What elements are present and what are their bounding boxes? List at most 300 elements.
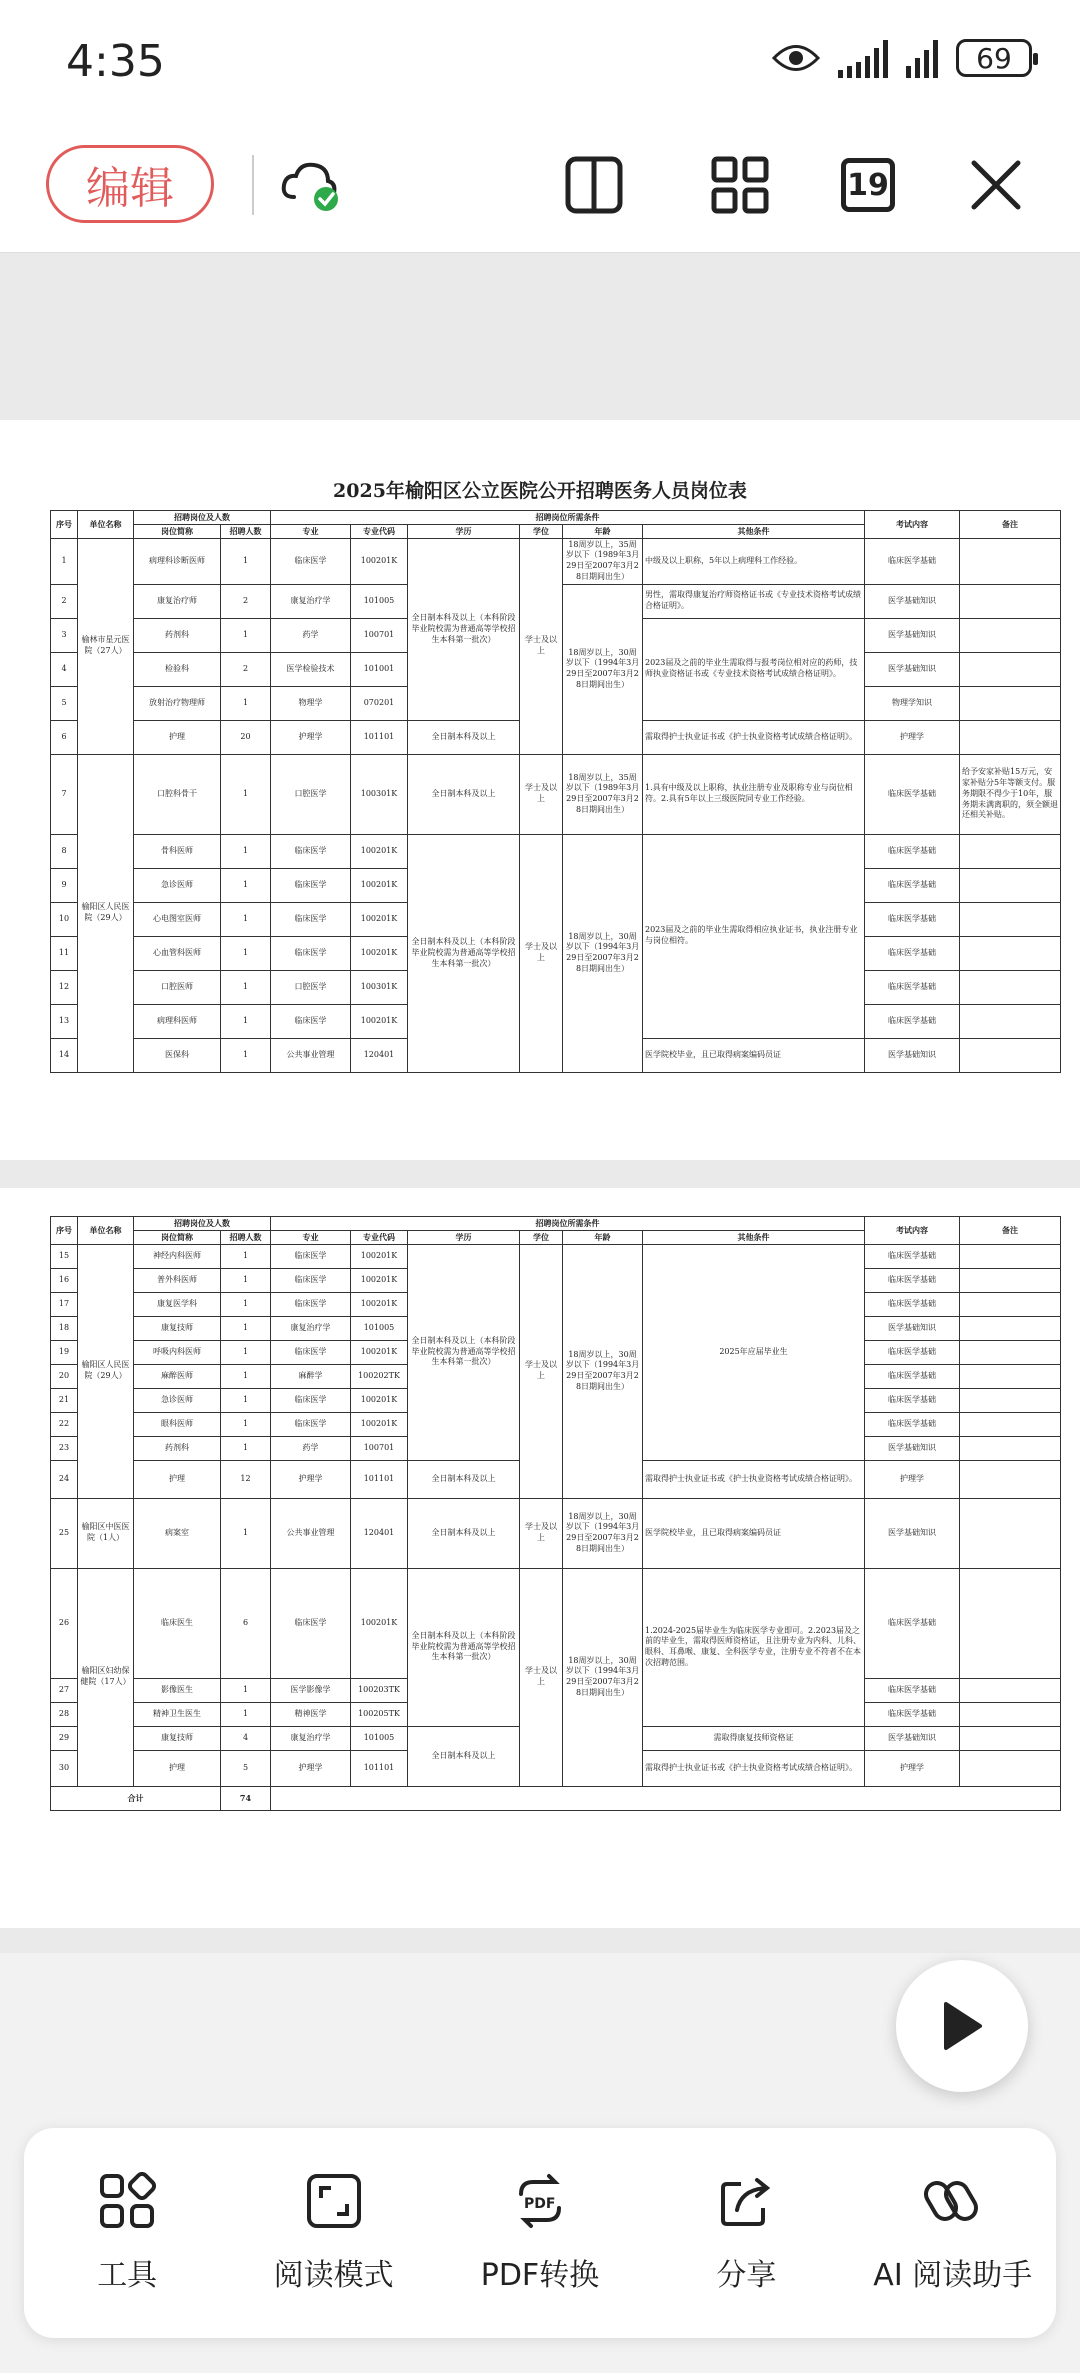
table-cell: 全日制本科及以上 [408, 1726, 520, 1786]
table-cell: 28 [51, 1702, 78, 1726]
table-row [51, 1244, 1061, 1268]
header-cell: 考试内容 [865, 1217, 960, 1245]
table-cell: 1 [221, 686, 271, 720]
pdf-convert-label: PDF转换 [480, 2258, 600, 2293]
toolbar-divider [252, 155, 254, 215]
table-cell: 1 [221, 834, 271, 868]
table-cell: 24 [51, 1460, 78, 1498]
table-cell: 护理学 [271, 720, 351, 754]
table-cell: 医学基础知识 [865, 652, 960, 686]
table-cell: 康复技师 [134, 1726, 221, 1750]
table-cell: 1 [221, 970, 271, 1004]
table-cell: 临床医学 [271, 936, 351, 970]
pdf-convert-button[interactable] [445, 2172, 635, 2294]
table-cell: 100201K [351, 1388, 408, 1412]
table-cell: 7 [51, 754, 78, 834]
table-cell: 2 [221, 584, 271, 618]
positions-table-page-2 [50, 1216, 1061, 1811]
table-cell [960, 1436, 1061, 1460]
table-cell: 病案室 [134, 1498, 221, 1568]
table-cell: 康复治疗学 [271, 1726, 351, 1750]
table-cell: 21 [51, 1388, 78, 1412]
header-cell: 考试内容 [865, 511, 960, 539]
table-cell: 公共事业管理 [271, 1038, 351, 1072]
table-cell: 药剂科 [134, 1436, 221, 1460]
header-cell: 专业代码 [351, 1230, 408, 1244]
table-cell: 学士及以上 [520, 1244, 563, 1498]
table-cell [960, 1268, 1061, 1292]
table-cell: 18周岁以上，30周岁以下（1994年3月29日至2007年3月28日期间出生） [563, 834, 643, 1072]
table-cell: 学士及以上 [520, 834, 563, 1072]
header-cell: 专业 [271, 1230, 351, 1244]
table-cell: 2 [221, 652, 271, 686]
table-cell [960, 902, 1061, 936]
table-cell: 101005 [351, 584, 408, 618]
table-cell: 11 [51, 936, 78, 970]
table-cell: 医学院校毕业，且已取得病案编码员证 [643, 1498, 865, 1568]
table-cell: 病理科医师 [134, 1004, 221, 1038]
table-cell: 临床医学 [271, 902, 351, 936]
header-cell: 备注 [960, 511, 1061, 539]
table-cell [960, 720, 1061, 754]
table-cell: 学士及以上 [520, 538, 563, 754]
table-cell [960, 1702, 1061, 1726]
table-cell [960, 1412, 1061, 1436]
document-page-1 [0, 420, 1080, 1160]
table-cell: 全日制本科及以上 [408, 1498, 520, 1568]
table-cell: 中级及以上职称，5年以上病理科工作经验。 [643, 538, 865, 584]
table-cell: 全日制本科及以上（本科阶段毕业院校需为普通高等学校招生本科第一批次） [408, 834, 520, 1072]
battery-icon: 69 [956, 39, 1032, 77]
table-cell: 临床医学 [271, 1268, 351, 1292]
table-cell: 眼科医师 [134, 1412, 221, 1436]
table-cell: 100201K [351, 1568, 408, 1678]
table-cell: 康复治疗学 [271, 584, 351, 618]
table-cell: 需取得护士执业证书或《护士执业资格考试成绩合格证明》。 [643, 1460, 865, 1498]
table-cell: 临床医生 [134, 1568, 221, 1678]
table-cell: 6 [51, 720, 78, 754]
header-cell: 招聘岗位所需条件 [271, 1217, 865, 1231]
share-button[interactable] [651, 2172, 841, 2294]
table-cell: 1.2024-2025届毕业生为临床医学专业即可。2.2023届及之前的毕业生，需取得医师资格证，且注册专业为内科、儿科、眼科、耳鼻喉、康复、全科医学专业，注册专业不符者不在本次招聘范围。 [643, 1568, 865, 1726]
table-cell: 临床医学基础 [865, 1268, 960, 1292]
table-cell: 药剂科 [134, 618, 221, 652]
table-cell: 100201K [351, 538, 408, 584]
table-cell: 1 [221, 1388, 271, 1412]
table-cell: 27 [51, 1678, 78, 1702]
svg-text:PDF: PDF [523, 2196, 556, 2212]
header-cell: 单位名称 [78, 1217, 134, 1245]
table-cell: 口腔医师 [134, 970, 221, 1004]
table-cell: 29 [51, 1726, 78, 1750]
table-cell: 9 [51, 868, 78, 902]
table-cell: 临床医学基础 [865, 1340, 960, 1364]
page-count-button[interactable] [836, 153, 900, 217]
table-cell: 临床医学基础 [865, 1364, 960, 1388]
table-cell: 全日制本科及以上 [408, 1460, 520, 1498]
table-cell [960, 1498, 1061, 1568]
table-cell: 12 [221, 1460, 271, 1498]
table-cell: 120401 [351, 1038, 408, 1072]
table-cell: 100201K [351, 1412, 408, 1436]
table-cell: 18周岁以上，35周岁以下（1989年3月29日至2007年3月28日期间出生） [563, 538, 643, 584]
table-cell: 护理 [134, 1750, 221, 1786]
table-cell: 给予安家补贴15万元，安家补贴分5年等额支付。服务期限不得少于10年，服务期未满离职的，须全额退还相关补贴。 [960, 754, 1061, 834]
table-cell: 学士及以上 [520, 1498, 563, 1568]
table-cell: 22 [51, 1412, 78, 1436]
table-cell: 临床医学基础 [865, 754, 960, 834]
table-cell: 临床医学 [271, 868, 351, 902]
table-cell: 需取得护士执业证书或《护士执业资格考试成绩合格证明》。 [643, 1750, 865, 1786]
table-cell: 100201K [351, 1244, 408, 1268]
table-cell: 101101 [351, 1750, 408, 1786]
table-cell: 医学院校毕业，且已取得病案编码员证 [643, 1038, 865, 1072]
table-cell: 18周岁以上，30周岁以下（1994年3月29日至2007年3月28日期间出生） [563, 584, 643, 754]
table-cell: 17 [51, 1292, 78, 1316]
table-cell: 1 [221, 1268, 271, 1292]
table-cell [960, 1004, 1061, 1038]
table-cell: 10 [51, 902, 78, 936]
tools-button[interactable] [32, 2172, 222, 2294]
table-cell: 麻醉学 [271, 1364, 351, 1388]
table-cell: 榆阳区妇幼保健院（17人） [78, 1568, 134, 1786]
share-icon [717, 2172, 775, 2230]
table-cell: 口腔医学 [271, 754, 351, 834]
signal-2-icon [906, 38, 938, 78]
table-cell: 全日制本科及以上（本科阶段毕业院校需为普通高等学校招生本科第一批次） [408, 1568, 520, 1726]
table-cell: 医学基础知识 [865, 1498, 960, 1568]
table-row [51, 1568, 1061, 1678]
table-cell: 1 [221, 538, 271, 584]
document-page-2 [0, 1188, 1080, 1928]
table-cell [960, 1364, 1061, 1388]
header-cell: 专业代码 [351, 524, 408, 538]
table-cell: 1 [221, 1498, 271, 1568]
table-cell [960, 1244, 1061, 1268]
table-cell [960, 868, 1061, 902]
table-cell: 全日制本科及以上（本科阶段毕业院校需为普通高等学校招生本科第一批次） [408, 1244, 520, 1460]
signal-1-icon [838, 38, 888, 78]
table-cell: 临床医学基础 [865, 1388, 960, 1412]
table-cell [960, 936, 1061, 970]
table-cell [960, 834, 1061, 868]
table-cell: 100301K [351, 754, 408, 834]
header-cell: 其他条件 [643, 1230, 865, 1244]
table-cell: 100301K [351, 970, 408, 1004]
table-cell: 普外科医师 [134, 1268, 221, 1292]
table-cell: 1 [221, 1038, 271, 1072]
table-cell: 医学基础知识 [865, 618, 960, 652]
table-cell: 101005 [351, 1316, 408, 1340]
ai-assistant-label: AI 阅读助手 [873, 2258, 1033, 2293]
header-cell: 学位 [520, 524, 563, 538]
status-bar [0, 0, 1080, 125]
table-cell: 临床医学基础 [865, 1244, 960, 1268]
table-cell: 19 [51, 1340, 78, 1364]
header-cell: 岗位简称 [134, 524, 221, 538]
table-cell: 2 [51, 584, 78, 618]
pdf-convert-icon [511, 2172, 569, 2230]
table-cell: 榆阳区人民医院（29人） [78, 1244, 134, 1498]
table-cell: 4 [51, 652, 78, 686]
table-cell: 临床医学基础 [865, 1678, 960, 1702]
table-cell: 18周岁以上，30周岁以下（1994年3月29日至2007年3月28日期间出生） [563, 1568, 643, 1786]
table-cell: 医学基础知识 [865, 1038, 960, 1072]
header-cell: 招聘人数 [221, 1230, 271, 1244]
table-cell: 1 [221, 1702, 271, 1726]
table-cell: 临床医学基础 [865, 1004, 960, 1038]
table-cell: 1 [221, 1316, 271, 1340]
table-cell: 2023届及之前的毕业生需取得相应执业证书，执业注册专业与岗位相符。 [643, 834, 865, 1038]
tools-label: 工具 [97, 2258, 158, 2293]
table-cell: 20 [51, 1364, 78, 1388]
table-cell: 18周岁以上，35周岁以下（1989年3月29日至2007年3月28日期间出生） [563, 754, 643, 834]
table-cell: 12 [51, 970, 78, 1004]
table-cell: 护理 [134, 1460, 221, 1498]
table-row [51, 754, 1061, 834]
reading-mode-button[interactable] [239, 2172, 429, 2294]
table-cell: 临床医学基础 [865, 1412, 960, 1436]
table-cell: 100701 [351, 1436, 408, 1460]
header-cell: 其他条件 [643, 524, 865, 538]
table-cell: 临床医学 [271, 1340, 351, 1364]
table-cell: 5 [51, 686, 78, 720]
table-cell: 14 [51, 1038, 78, 1072]
table-row [51, 1498, 1061, 1568]
table-cell: 30 [51, 1750, 78, 1786]
table-cell: 临床医学 [271, 1388, 351, 1412]
table-cell: 护理学 [865, 1750, 960, 1786]
eye-icon [772, 43, 820, 73]
table-cell: 康复治疗师 [134, 584, 221, 618]
table-cell [960, 652, 1061, 686]
table-cell: 急诊医师 [134, 1388, 221, 1412]
table-cell: 麻醉医师 [134, 1364, 221, 1388]
table-cell: 100201K [351, 1268, 408, 1292]
table-cell: 18周岁以上，30周岁以下（1994年3月29日至2007年3月28日期间出生） [563, 1244, 643, 1498]
table-cell: 临床医学 [271, 1292, 351, 1316]
table-cell [271, 1786, 1061, 1810]
table-cell: 101101 [351, 720, 408, 754]
table-cell [960, 1750, 1061, 1786]
table-cell: 榆林市星元医院（27人） [78, 538, 134, 754]
table-cell: 1 [221, 1678, 271, 1702]
play-button[interactable] [896, 1960, 1028, 2092]
clock: 4:35 [66, 36, 165, 87]
table-cell: 全日制本科及以上 [408, 720, 520, 754]
table-cell [960, 1726, 1061, 1750]
table-cell: 1 [221, 868, 271, 902]
table-cell: 榆阳区人民医院（29人） [78, 754, 134, 1072]
table-cell: 需取得康复技师资格证 [643, 1726, 865, 1750]
header-cell: 招聘岗位及人数 [134, 1217, 271, 1231]
table-cell: 学士及以上 [520, 1568, 563, 1786]
table-cell: 1.具有中级及以上职称，执业注册专业及职称专业与岗位相符。2.具有5年以上三级医院同专业工作经验。 [643, 754, 865, 834]
table-cell: 医学影像学 [271, 1678, 351, 1702]
header-cell: 学历 [408, 1230, 520, 1244]
table-cell: 临床医学 [271, 834, 351, 868]
document-title: 2025年榆阳区公立医院公开招聘医务人员岗位表 [333, 480, 747, 502]
table-cell: 100201K [351, 1340, 408, 1364]
table-cell: 100201K [351, 834, 408, 868]
ai-assistant-icon [924, 2172, 982, 2230]
edit-button[interactable]: 编辑 [46, 145, 214, 223]
table-cell: 医学基础知识 [865, 584, 960, 618]
table-cell: 护理学 [865, 720, 960, 754]
table-cell: 5 [221, 1750, 271, 1786]
table-cell: 100201K [351, 1004, 408, 1038]
table-cell: 骨科医师 [134, 834, 221, 868]
share-label: 分享 [716, 2258, 777, 2293]
table-cell: 康复技师 [134, 1316, 221, 1340]
header-cell: 序号 [51, 511, 78, 539]
table-cell: 1 [221, 902, 271, 936]
table-cell: 临床医学 [271, 538, 351, 584]
table-cell: 药学 [271, 618, 351, 652]
table-cell: 1 [221, 754, 271, 834]
tools-icon [98, 2172, 156, 2230]
table-cell: 护理学 [865, 1460, 960, 1498]
table-cell: 口腔科骨干 [134, 754, 221, 834]
table-cell: 医保科 [134, 1038, 221, 1072]
positions-table-page-1 [50, 510, 1061, 1073]
split-view-icon[interactable] [562, 153, 626, 217]
table-cell: 25 [51, 1498, 78, 1568]
close-icon[interactable] [964, 153, 1028, 217]
table-cell: 3 [51, 618, 78, 652]
table-cell: 护理学 [271, 1750, 351, 1786]
table-cell: 医学基础知识 [865, 1316, 960, 1340]
table-cell: 101005 [351, 1726, 408, 1750]
table-cell: 100201K [351, 1292, 408, 1316]
table-cell: 23 [51, 1436, 78, 1460]
table-cell: 1 [221, 618, 271, 652]
bottom-action-bar [24, 2128, 1056, 2338]
header-cell: 年龄 [563, 1230, 643, 1244]
table-cell: 临床医学基础 [865, 538, 960, 584]
table-cell: 100203TK [351, 1678, 408, 1702]
table-cell: 2025年应届毕业生 [643, 1244, 865, 1460]
table-cell: 1 [221, 1244, 271, 1268]
table-cell: 口腔医学 [271, 970, 351, 1004]
table-cell: 13 [51, 1004, 78, 1038]
table-cell: 临床医学基础 [865, 1568, 960, 1678]
table-cell: 学士及以上 [520, 754, 563, 834]
table-cell: 公共事业管理 [271, 1498, 351, 1568]
total-value: 74 [221, 1786, 271, 1810]
table-cell: 1 [221, 1292, 271, 1316]
table-cell: 101001 [351, 652, 408, 686]
table-cell: 120401 [351, 1498, 408, 1568]
table-cell: 男性，需取得康复治疗师资格证书或《专业技术资格考试成绩合格证明》。 [643, 584, 865, 618]
table-cell [960, 1678, 1061, 1702]
table-cell: 临床医学 [271, 1412, 351, 1436]
table-cell: 16 [51, 1268, 78, 1292]
header-row [51, 511, 1061, 525]
table-cell: 需取得护士执业证书或《护士执业资格考试成绩合格证明》。 [643, 720, 865, 754]
table-cell: 医学基础知识 [865, 1436, 960, 1460]
header-cell: 招聘人数 [221, 524, 271, 538]
table-cell: 1 [221, 1004, 271, 1038]
table-cell: 临床医学基础 [865, 936, 960, 970]
table-cell: 临床医学基础 [865, 834, 960, 868]
table-cell: 6 [221, 1568, 271, 1678]
table-cell [960, 1568, 1061, 1678]
table-cell: 20 [221, 720, 271, 754]
table-cell: 康复医学科 [134, 1292, 221, 1316]
total-label: 合计 [51, 1786, 221, 1810]
table-cell [960, 1388, 1061, 1412]
table-cell: 8 [51, 834, 78, 868]
table-cell: 物理学知识 [865, 686, 960, 720]
table-cell: 神经内科医师 [134, 1244, 221, 1268]
ai-assistant-button[interactable] [858, 2172, 1048, 2294]
table-cell: 4 [221, 1726, 271, 1750]
table-cell: 临床医学 [271, 1568, 351, 1678]
table-cell: 100205TK [351, 1702, 408, 1726]
table-row [51, 834, 1061, 868]
header-cell: 专业 [271, 524, 351, 538]
table-cell: 呼吸内科医师 [134, 1340, 221, 1364]
table-cell: 心血管科医师 [134, 936, 221, 970]
table-cell: 精神医学 [271, 1702, 351, 1726]
document-viewer[interactable] [0, 253, 1080, 1953]
reading-mode-label: 阅读模式 [273, 2258, 394, 2293]
cloud-sync-icon[interactable] [278, 153, 342, 217]
table-cell: 康复治疗学 [271, 1316, 351, 1340]
table-cell: 1 [221, 1412, 271, 1436]
table-cell: 18周岁以上，30周岁以下（1994年3月29日至2007年3月28日期间出生） [563, 1498, 643, 1568]
table-cell: 1 [221, 1364, 271, 1388]
table-cell: 护理 [134, 720, 221, 754]
header-cell: 序号 [51, 1217, 78, 1245]
table-cell: 医学基础知识 [865, 1726, 960, 1750]
table-cell [960, 1038, 1061, 1072]
table-cell: 18 [51, 1316, 78, 1340]
grid-view-icon[interactable] [708, 153, 772, 217]
table-cell [960, 970, 1061, 1004]
table-cell: 100202TK [351, 1364, 408, 1388]
table-cell: 1 [221, 1436, 271, 1460]
table-cell: 101101 [351, 1460, 408, 1498]
header-cell: 单位名称 [78, 511, 134, 539]
table-row [51, 538, 1061, 584]
table-cell: 1 [221, 936, 271, 970]
table-cell [960, 686, 1061, 720]
table-cell [960, 538, 1061, 584]
table-cell: 070201 [351, 686, 408, 720]
table-cell: 检验科 [134, 652, 221, 686]
table-cell: 15 [51, 1244, 78, 1268]
table-cell: 临床医学 [271, 1244, 351, 1268]
status-icons [772, 38, 1032, 78]
table-cell: 临床医学基础 [865, 1292, 960, 1316]
table-cell: 护理学 [271, 1460, 351, 1498]
table-row [51, 1786, 1061, 1810]
table-cell: 临床医学基础 [865, 1702, 960, 1726]
play-icon [940, 2000, 984, 2052]
table-cell: 100201K [351, 936, 408, 970]
header-cell: 招聘岗位及人数 [134, 511, 271, 525]
table-cell [960, 1340, 1061, 1364]
table-cell: 2023届及之前的毕业生需取得与报考岗位相对应的药师，技师执业资格证书或《专业技术资格考试成绩合格证明》。 [643, 618, 865, 720]
table-cell: 精神卫生医生 [134, 1702, 221, 1726]
table-cell [960, 618, 1061, 652]
top-toolbar [0, 125, 1080, 253]
table-cell: 临床医学基础 [865, 868, 960, 902]
table-cell: 1 [221, 1340, 271, 1364]
table-cell: 急诊医师 [134, 868, 221, 902]
